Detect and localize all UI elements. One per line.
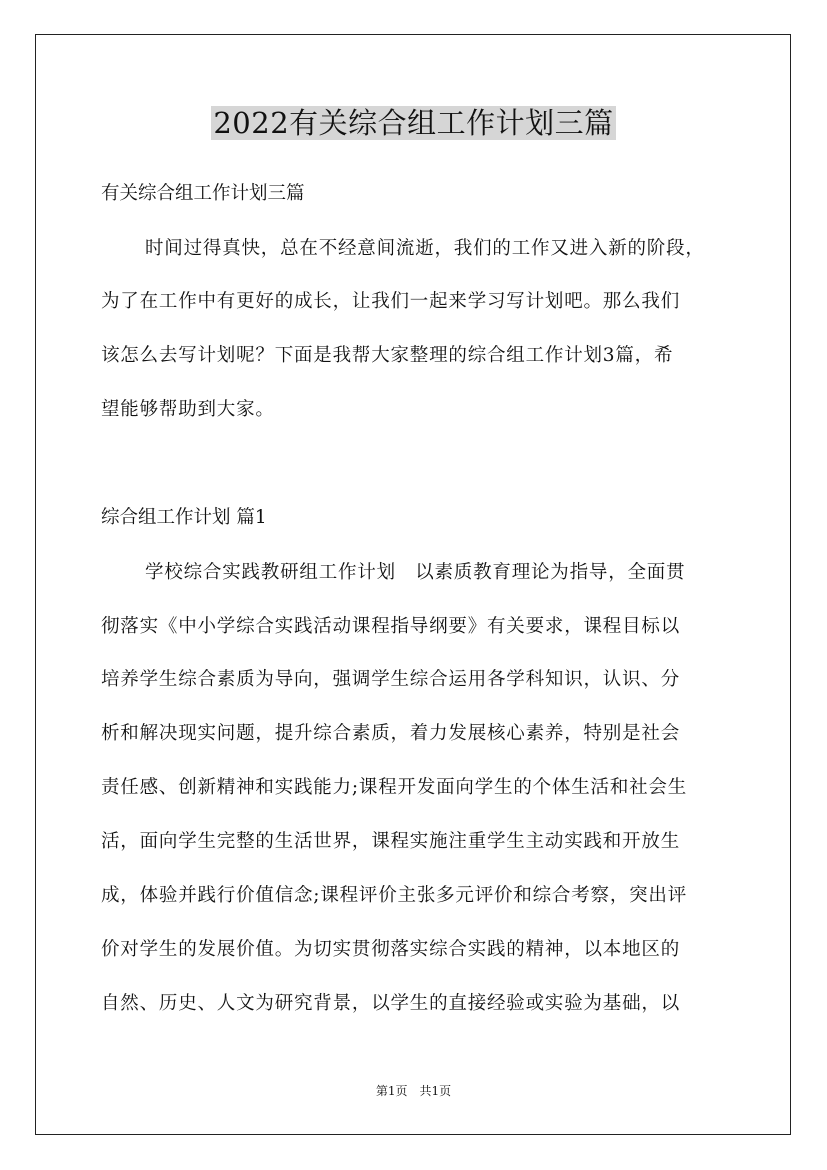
- page-footer: 第1页 共1页: [375, 1084, 452, 1098]
- section-line: 学校综合实践教研组工作计划 以素质教育理论为指导，全面贯: [145, 562, 686, 583]
- intro-line: 该怎么去写计划呢？下面是我帮大家整理的综合组工作计划3篇，希: [101, 345, 674, 366]
- intro-line: 时间过得真快，总在不经意间流逝，我们的工作又进入新的阶段，: [145, 238, 705, 259]
- intro-line: 为了在工作中有更好的成长，让我们一起来学习写计划吧。那么我们: [101, 291, 681, 312]
- section-line: 自然、历史、人文为研究背景，以学生的直接经验或实验为基础，以: [101, 993, 681, 1014]
- section-line: 价对学生的发展价值。为切实贯彻落实综合实践的精神，以本地区的: [101, 939, 681, 960]
- intro-line: 望能够帮助到大家。: [101, 399, 275, 420]
- section-line: 彻落实《中小学综合实践活动课程指导纲要》有关要求，课程目标以: [101, 616, 681, 637]
- section-heading: 综合组工作计划 篇1: [101, 507, 267, 528]
- document-title-text: 2022有关综合组工作计划三篇: [213, 106, 614, 140]
- section-line: 成，体验并践行价值信念;课程评价主张多元评价和综合考察，突出评: [101, 885, 688, 906]
- section-line: 析和解决现实问题，提升综合素质，着力发展核心素养，特别是社会: [101, 723, 681, 744]
- section-line: 责任感、创新精神和实践能力;课程开发面向学生的个体生活和社会生: [101, 777, 688, 798]
- section-line: 活，面向学生完整的生活世界，课程实施注重学生主动实践和开放生: [101, 831, 681, 852]
- section-line: 培养学生综合素质为导向，强调学生综合运用各学科知识，认识、分: [101, 669, 681, 690]
- document-title: [0, 103, 827, 143]
- document-subtitle: 有关综合组工作计划三篇: [101, 183, 305, 204]
